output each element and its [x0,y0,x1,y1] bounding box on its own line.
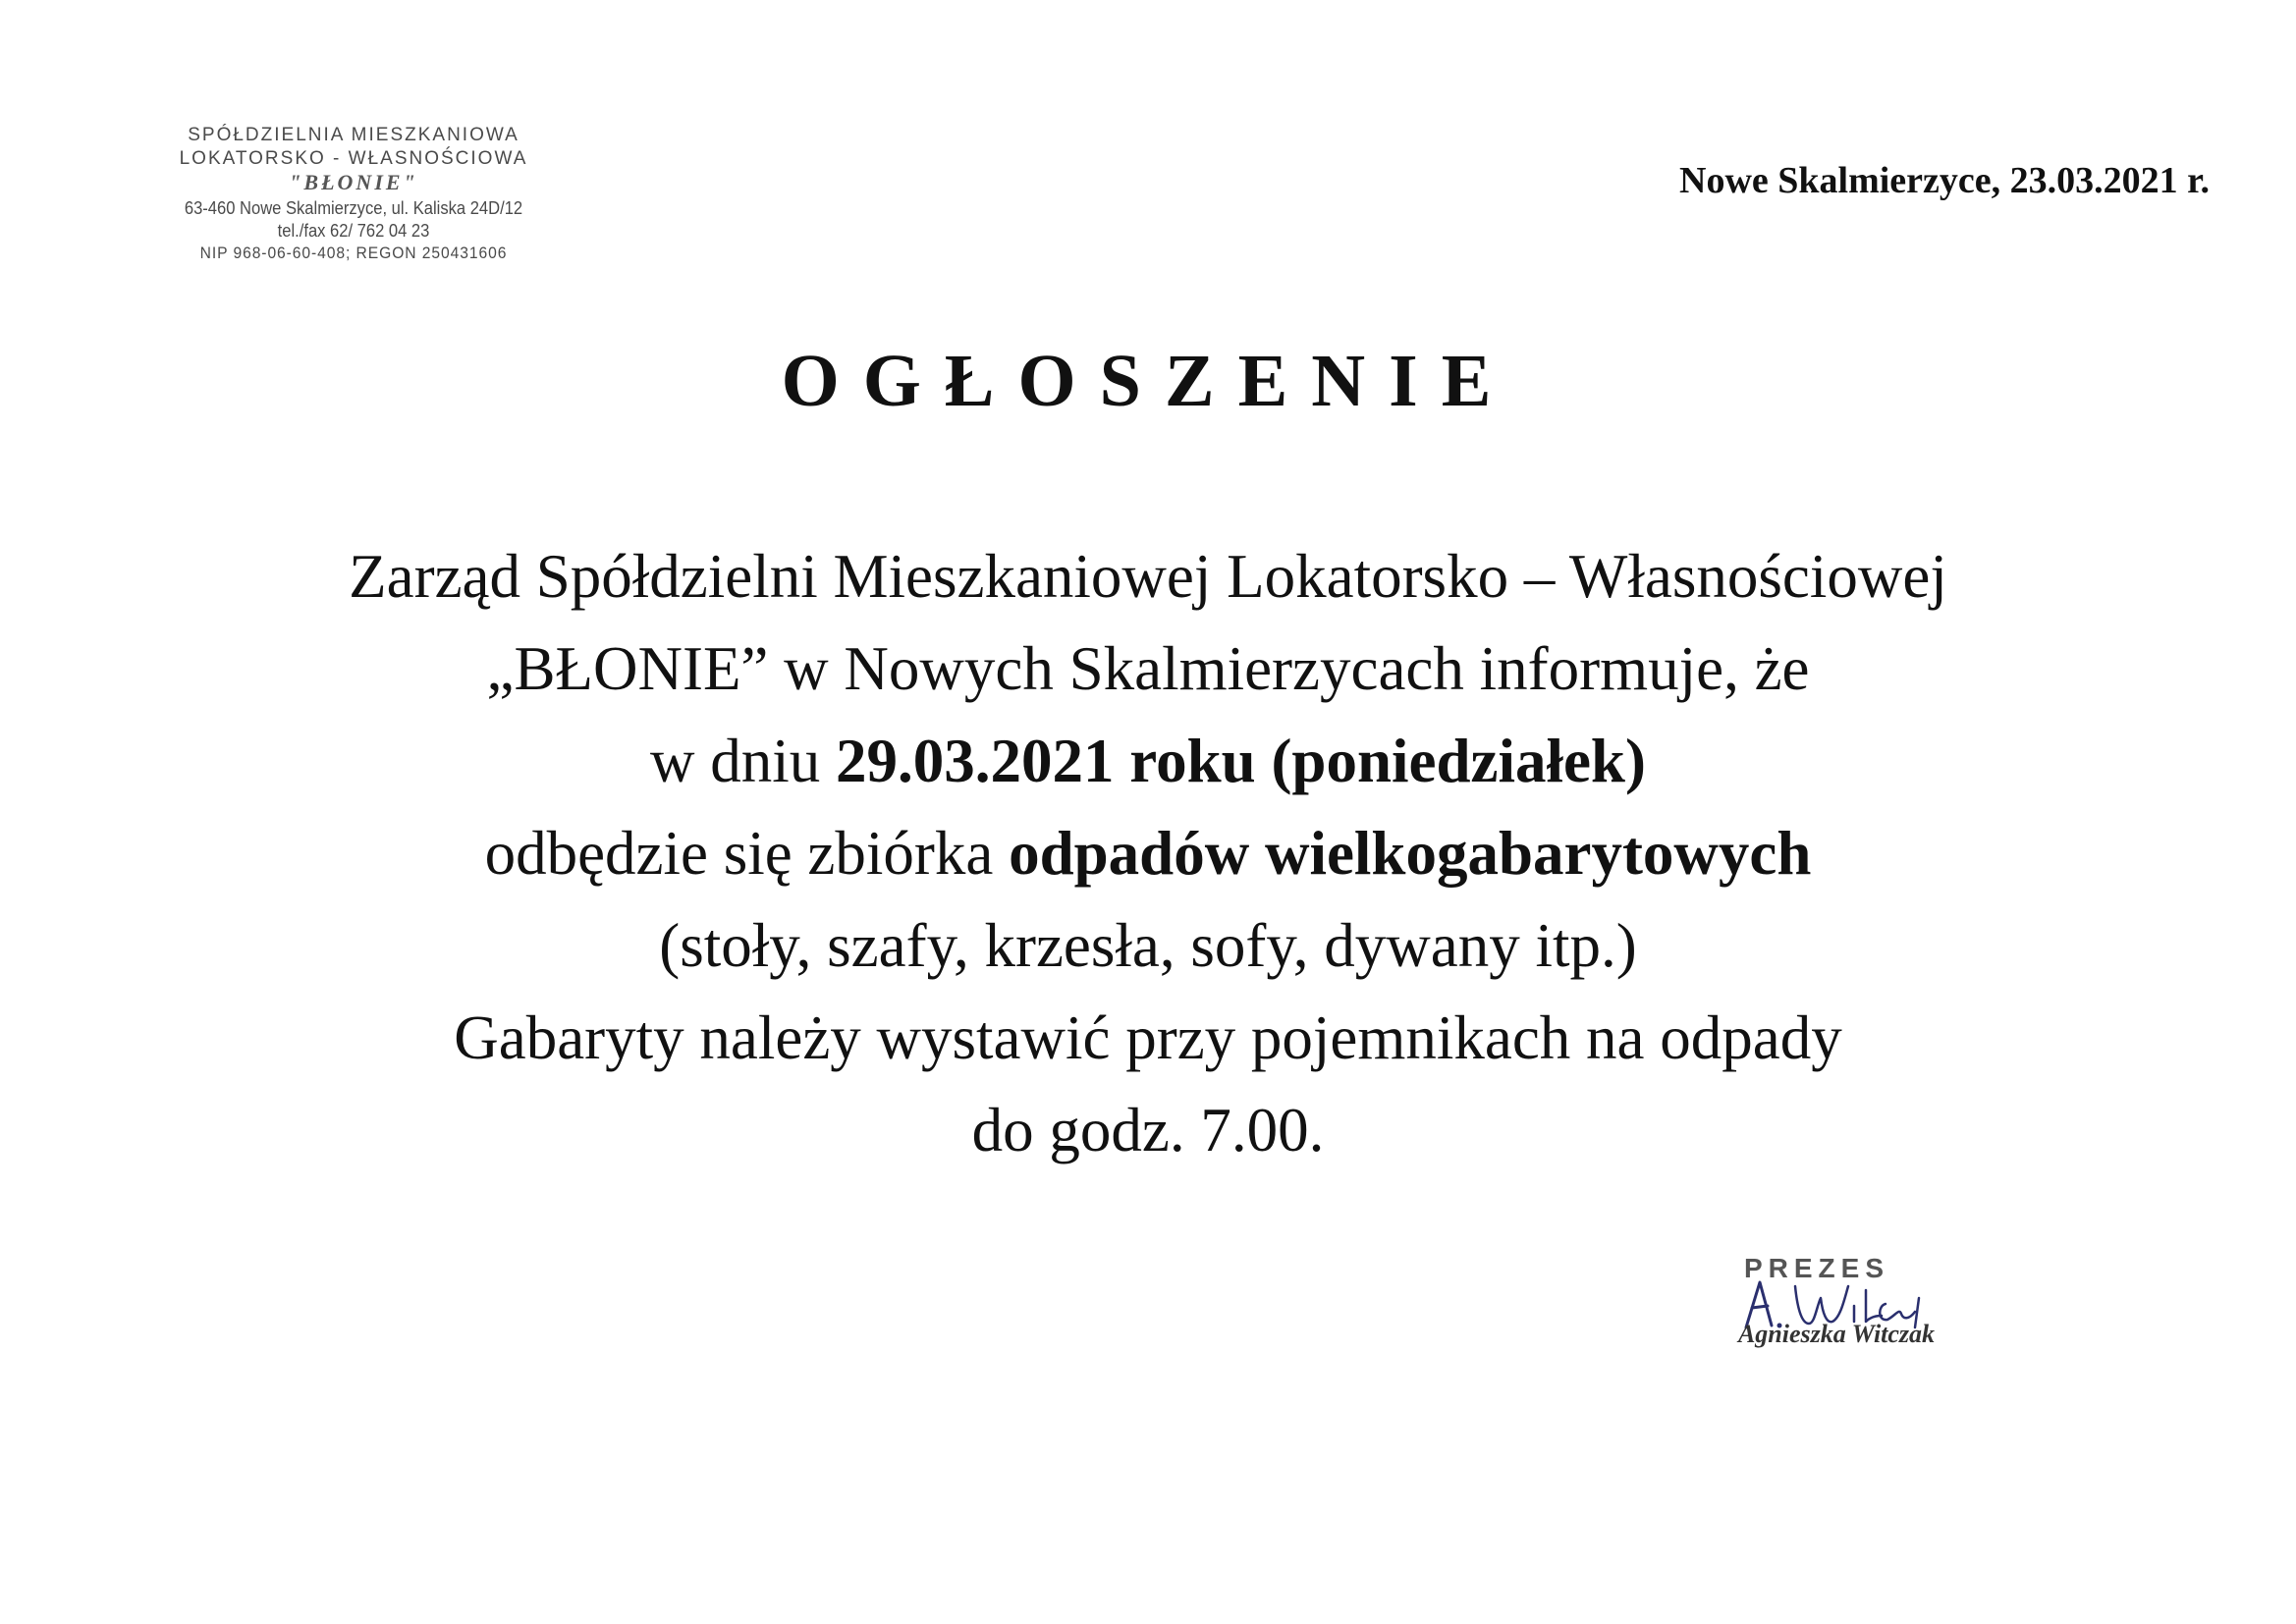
signature-title: PREZES [1743,1253,1890,1283]
stamp-line-phone: tel./fax 62/ 762 04 23 [277,221,430,241]
body-text-fragment: w dniu [650,727,837,795]
body-line: Zarząd Spółdzielni Mieszkaniowej Lokatorsko – Własnościowej [349,542,1947,611]
signatory-name: Agnieszka Witczak [1737,1320,1936,1348]
collection-date: 29.03.2021 roku (poniedziałek) [836,727,1646,795]
stamp-line-name: SPÓŁDZIELNIA MIESZKANIOWA [188,125,519,145]
announcement-body [118,530,2178,1176]
place-and-date: Nowe Skalmierzyce, 23.03.2021 r. [1679,160,2210,201]
body-line: Gabaryty należy wystawić przy pojemnikach na odpady [454,1003,1842,1072]
body-line-date [118,715,2178,807]
body-line: do godz. 7.00. [971,1096,1325,1164]
waste-type: odpadów wielkogabarytowych [1009,819,1812,888]
cooperative-stamp [118,126,589,261]
stamp-line-tax-ids: NIP 968-06-60-408; REGON 250431606 [199,244,508,262]
stamp-line-address: 63-460 Nowe Skalmierzyce, ul. Kaliska 24D/12 [184,198,523,218]
body-text-fragment: odbędzie się zbiórka [484,819,1010,888]
stamp-line-brand: "BŁONIE" [289,170,418,194]
signature-block [1709,1253,1964,1349]
stamp-line-type: LOKATORSKO - WŁASNOŚCIOWA [179,148,528,169]
body-line: (stoły, szafy, krzesła, sofy, dywany itp.) [659,911,1637,980]
body-line: „BŁONIE” w Nowych Skalmierzycach informuje, że [486,634,1810,703]
body-line-collection [118,807,2178,899]
document-heading: OGŁOSZENIE [781,340,1515,422]
